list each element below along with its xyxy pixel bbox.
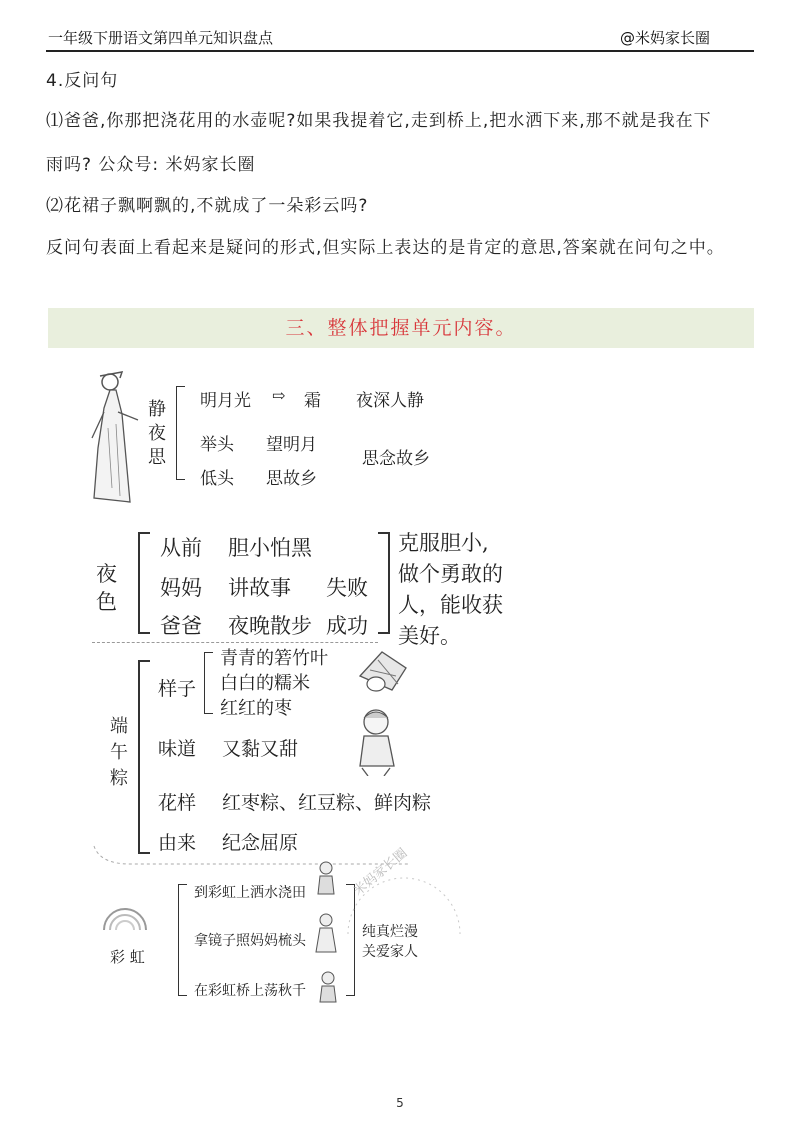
jingyesi-title	[148, 398, 168, 470]
yangzi-label: 样子	[158, 678, 197, 700]
conclusion-line: 纯真烂漫	[362, 924, 418, 940]
poet-illustration	[88, 368, 144, 508]
zongzi-illustration	[356, 646, 410, 696]
arrow-right-icon: ⇨	[272, 386, 286, 405]
rainbow-icon	[98, 900, 152, 934]
caihong-title: 彩 虹	[110, 948, 145, 966]
doc-title: 一年级下册语文第四单元知识盘点	[48, 29, 274, 47]
banner-title: 三、整体把握单元内容。	[285, 317, 517, 339]
caihong-item: 拿镜子照妈妈梳头	[194, 933, 306, 949]
youlai-value: 纪念屈原	[222, 832, 299, 854]
duanwu-title	[110, 714, 132, 792]
yese-bracket-left	[138, 532, 150, 634]
title-char: 思	[148, 447, 166, 468]
caihong-bracket-left	[178, 884, 187, 996]
jingyesi-r3a: 低头	[200, 469, 234, 489]
header-rule	[46, 50, 754, 52]
yese-r3c: 成功	[326, 614, 368, 638]
jingyesi-r2a: 举头	[200, 435, 234, 455]
example-1-line-2: 雨吗? 公众号: 米妈家长圈	[46, 155, 256, 175]
yese-r3b: 夜晚散步	[228, 614, 312, 638]
duanwu-bracket	[138, 660, 150, 854]
yese-conclusion	[398, 528, 503, 652]
title-char: 静	[148, 399, 166, 420]
jingyesi-bracket	[176, 386, 185, 480]
jingyesi-r1b: 霜	[304, 391, 321, 411]
huayang-label: 花样	[158, 792, 197, 814]
example-2: ⑵花裙子飘啊飘的,不就成了一朵彩云吗?	[46, 196, 369, 216]
conclusion-line: 做个勇敢的	[398, 562, 503, 586]
yangzi-item: 青青的箬竹叶	[220, 648, 328, 669]
conclusion-line: 人，能收获	[398, 593, 503, 617]
conclusion-line: 美好。	[398, 624, 461, 648]
section-banner	[48, 308, 754, 348]
summary-text: 反问句表面上看起来是疑问的形式,但实际上表达的是肯定的意思,答案就在问句之中。	[46, 238, 725, 258]
yese-title	[96, 560, 120, 616]
watermark-seal	[338, 844, 468, 944]
yese-r1b: 胆小怕黑	[228, 536, 312, 560]
page-number: 5	[396, 1096, 404, 1110]
divider	[92, 642, 378, 643]
youlai-label: 由来	[158, 832, 197, 854]
title-char: 午	[110, 742, 128, 763]
title-char: 端	[110, 716, 128, 737]
account-name: @米妈家长圈	[620, 29, 711, 47]
yangzi-bracket	[204, 652, 213, 714]
yese-r2b: 讲故事	[228, 576, 291, 600]
yese-bracket-right	[378, 532, 390, 634]
weidao-value: 又黏又甜	[222, 738, 299, 760]
jingyesi-r1c: 夜深人静	[356, 391, 424, 411]
yese-r2a: 妈妈	[160, 576, 202, 600]
title-char: 粽	[110, 768, 128, 789]
svg-text:米妈家长圈: 米妈家长圈	[350, 845, 411, 900]
yese-r3a: 爸爸	[160, 614, 202, 638]
section-heading: 4.反问句	[46, 71, 119, 91]
jingyesi-r2b: 望明月	[266, 435, 317, 455]
jingyesi-theme: 思念故乡	[362, 449, 430, 469]
child-eating-illustration	[354, 706, 402, 776]
caihong-item: 到彩虹上洒水浇田	[194, 885, 306, 901]
title-char: 夜	[96, 562, 117, 586]
conclusion-line: 克服胆小,	[398, 531, 489, 555]
yangzi-item: 白白的糯米	[220, 673, 310, 694]
title-char: 色	[96, 590, 117, 614]
title-char: 夜	[148, 423, 166, 444]
huayang-value: 红枣粽、红豆粽、鲜肉粽	[222, 792, 432, 814]
jingyesi-r3b: 思故乡	[266, 469, 317, 489]
yese-r2c: 失败	[326, 576, 368, 600]
caihong-item: 在彩虹桥上荡秋千	[194, 983, 306, 999]
conclusion-line: 关爱家人	[362, 944, 418, 960]
yese-r1a: 从前	[160, 536, 202, 560]
example-1-line-1: ⑴爸爸,你那把浇花用的水壶呢?如果我提着它,走到桥上,把水洒下来,那不就是我在下	[46, 111, 712, 131]
jingyesi-r1a: 明月光	[200, 391, 251, 411]
yangzi-item: 红红的枣	[220, 698, 292, 719]
weidao-label: 味道	[158, 738, 197, 760]
yangzi-items	[220, 646, 328, 721]
